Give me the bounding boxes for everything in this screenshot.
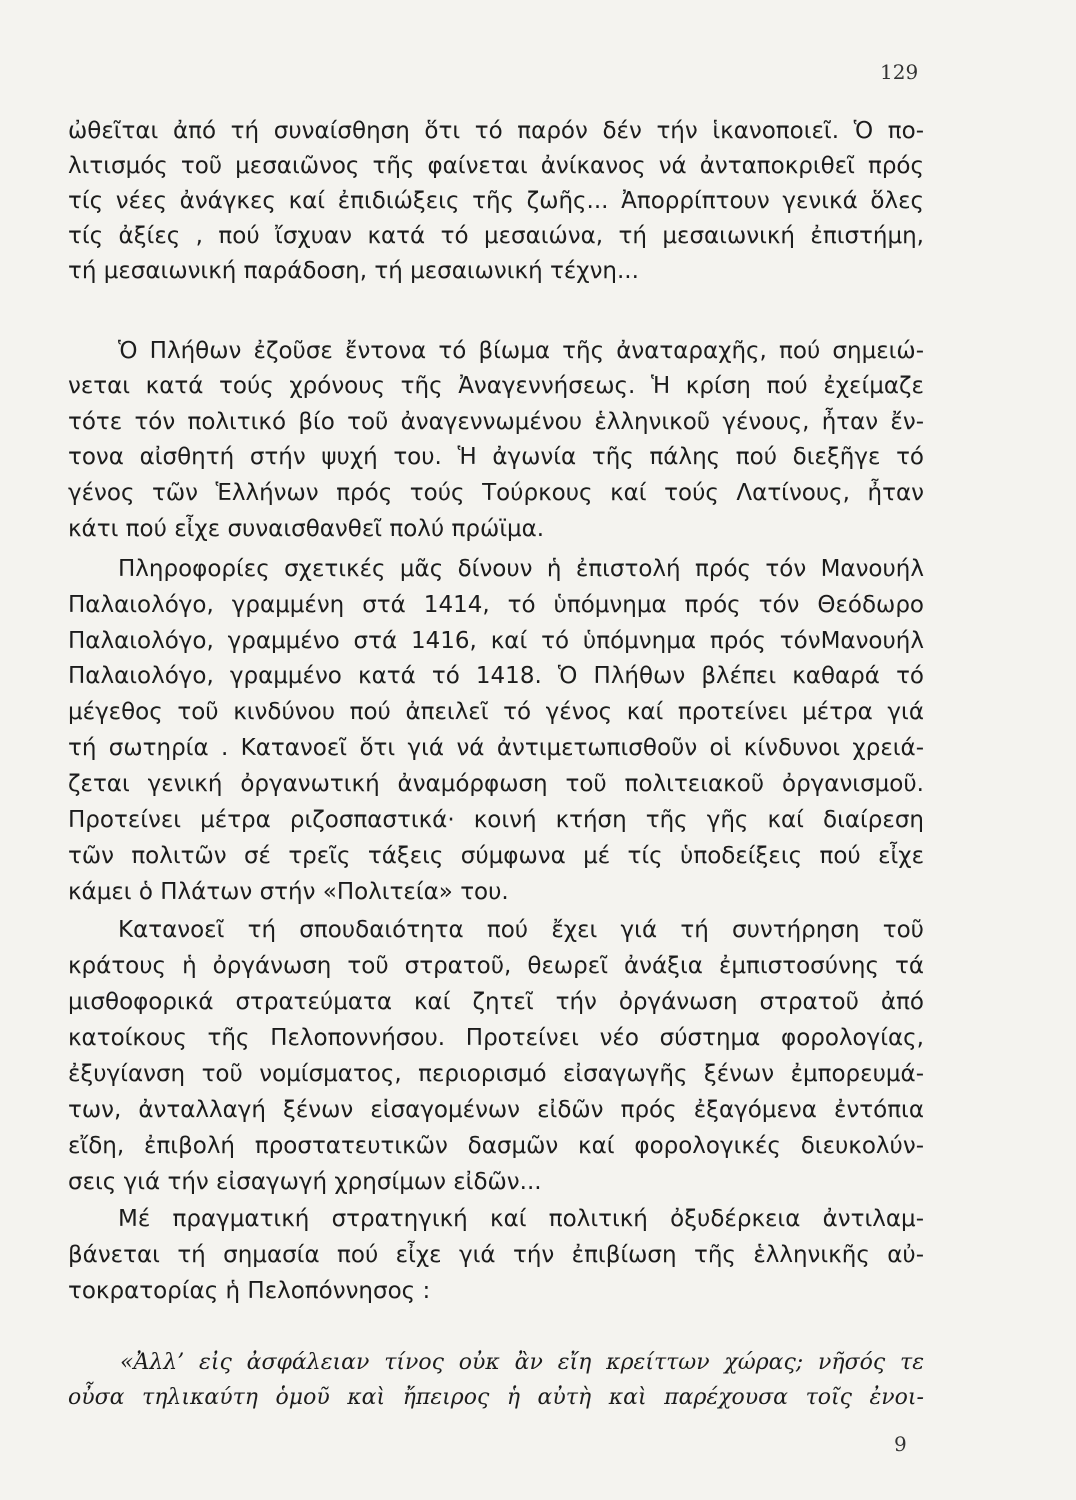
text-line: ζεται γενική ὀργανωτική ἀναμόρφωση τοῦ πολιτειακοῦ ὀργανισμοῦ. bbox=[68, 771, 924, 797]
text-line: κάτι πού εἶχε συναισθανθεῖ πολύ πρώϊμα. bbox=[68, 516, 545, 542]
text-line: λιτισμός τοῦ μεσαιῶνος τῆς φαίνεται ἀνίκανος νά ἀνταποκριθεῖ πρός bbox=[68, 153, 924, 179]
text-line: νεται κατά τούς χρόνους τῆς Ἀναγεννήσεως. Ἡ κρίση πού ἐχείμαζε bbox=[68, 373, 924, 399]
text-line: ἐξυγίανση τοῦ νομίσματος, περιορισμό εἰσαγωγῆς ξένων ἐμπορευμά- bbox=[68, 1061, 924, 1087]
text-line: ὠθεῖται ἀπό τή συναίσθηση ὅτι τό παρόν δέν τήν ἱκανοποιεῖ. Ὁ πο- bbox=[68, 118, 924, 144]
text-line: τίς νέες ἀνάγκες καί ἐπιδιώξεις τῆς ζωῆς... Ἀπορρίπτουν γενικά ὅλες bbox=[68, 188, 924, 214]
text-line: Ὁ Πλήθων ἐζοῦσε ἔντονα τό βίωμα τῆς ἀναταραχῆς, πού σημειώ- bbox=[118, 338, 924, 364]
text-line: των, ἀνταλλαγή ξένων εἰσαγομένων εἰδῶν πρός ἐξαγόμενα ἐντόπια bbox=[68, 1097, 924, 1123]
text-line: σεις γιά τήν εἰσαγωγή χρησίμων εἰδῶν... bbox=[68, 1169, 542, 1195]
text-line: τή σωτηρία . Κατανοεῖ ὅτι γιά νά ἀντιμετωπισθοῦν οἱ κίνδυνοι χρειά- bbox=[68, 735, 924, 761]
text-line: Παλαιολόγο, γραμμένο στά 1416, καί τό ὑπόμνημα πρός τόνΜανουήλ bbox=[68, 628, 924, 654]
text-line: τότε τόν πολιτικό βίο τοῦ ἀναγεννωμένου ἑλληνικοῦ γένους, ἦταν ἔν- bbox=[68, 409, 924, 435]
text-line: εἴδη, ἐπιβολή προστατευτικῶν δασμῶν καί φορολογικές διευκολύν- bbox=[68, 1133, 924, 1159]
text-line: μισθοφορικά στρατεύματα καί ζητεῖ τήν ὀργάνωση στρατοῦ ἀπό bbox=[68, 989, 924, 1015]
text-line: τή μεσαιωνική παράδοση, τή μεσαιωνική τέχνη... bbox=[68, 258, 639, 284]
text-line: τοκρατορίας ἡ Πελοπόννησος : bbox=[68, 1278, 431, 1304]
text-line: κράτους ἡ ὀργάνωση τοῦ στρατοῦ, θεωρεῖ ἀνάξια ἐμπιστοσύνης τά bbox=[68, 953, 924, 979]
text-line: τίς ἀξίες , πού ἴσχυαν κατά τό μεσαιώνα, τή μεσαιωνική ἐπιστήμη, bbox=[68, 223, 924, 249]
text-line: κατοίκους τῆς Πελοποννήσου. Προτείνει νέο σύστημα φορολογίας, bbox=[68, 1025, 924, 1051]
text-line: γένος τῶν Ἑλλήνων πρός τούς Τούρκους καί τούς Λατίνους, ἦταν bbox=[68, 480, 924, 506]
quote-line: οὖσα τηλικαύτη ὁμοῦ καὶ ἤπειρος ἡ αὐτὴ καὶ παρέχουσα τοῖς ἐνοι- bbox=[68, 1385, 924, 1410]
text-line: Πληροφορίες σχετικές μᾶς δίνουν ἡ ἐπιστολή πρός τόν Μανουήλ bbox=[118, 556, 924, 582]
text-line: Μέ πραγματική στρατηγική καί πολιτική ὀξυδέρκεια ἀντιλαμ- bbox=[118, 1206, 924, 1232]
text-line: Προτείνει μέτρα ριζοσπαστικά· κοινή κτήση τῆς γῆς καί διαίρεση bbox=[68, 807, 924, 833]
text-line: μέγεθος τοῦ κινδύνου πού ἀπειλεῖ τό γένος καί προτείνει μέτρα γιά bbox=[68, 699, 924, 725]
quote-line: «Ἀλλ’ εἰς ἀσφάλειαν τίνος οὐκ ἂν εἴη κρείττων χώρας; νῆσός τε bbox=[120, 1350, 924, 1375]
text-line: Παλαιολόγο, γραμμένη στά 1414, τό ὑπόμνημα πρός τόν Θεόδωρο bbox=[68, 592, 924, 618]
signature-mark: 9 bbox=[894, 1432, 907, 1456]
text-line: τῶν πολιτῶν σέ τρεῖς τάξεις σύμφωνα μέ τίς ὑποδείξεις πού εἶχε bbox=[68, 843, 924, 869]
text-line: κάμει ὁ Πλάτων στήν «Πολιτεία» του. bbox=[68, 879, 509, 905]
text-line: Παλαιολόγο, γραμμένο κατά τό 1418. Ὁ Πλήθων βλέπει καθαρά τό bbox=[68, 663, 924, 689]
page-number: 129 bbox=[880, 60, 919, 84]
text-line: βάνεται τή σημασία πού εἶχε γιά τήν ἐπιβίωση τῆς ἑλληνικῆς αὐ- bbox=[68, 1242, 924, 1268]
text-line: Κατανοεῖ τή σπουδαιότητα πού ἔχει γιά τή συντήρηση τοῦ bbox=[118, 917, 924, 943]
text-line: τονα αἰσθητή στήν ψυχή του. Ἡ ἀγωνία τῆς πάλης πού διεξῆγε τό bbox=[68, 444, 924, 470]
